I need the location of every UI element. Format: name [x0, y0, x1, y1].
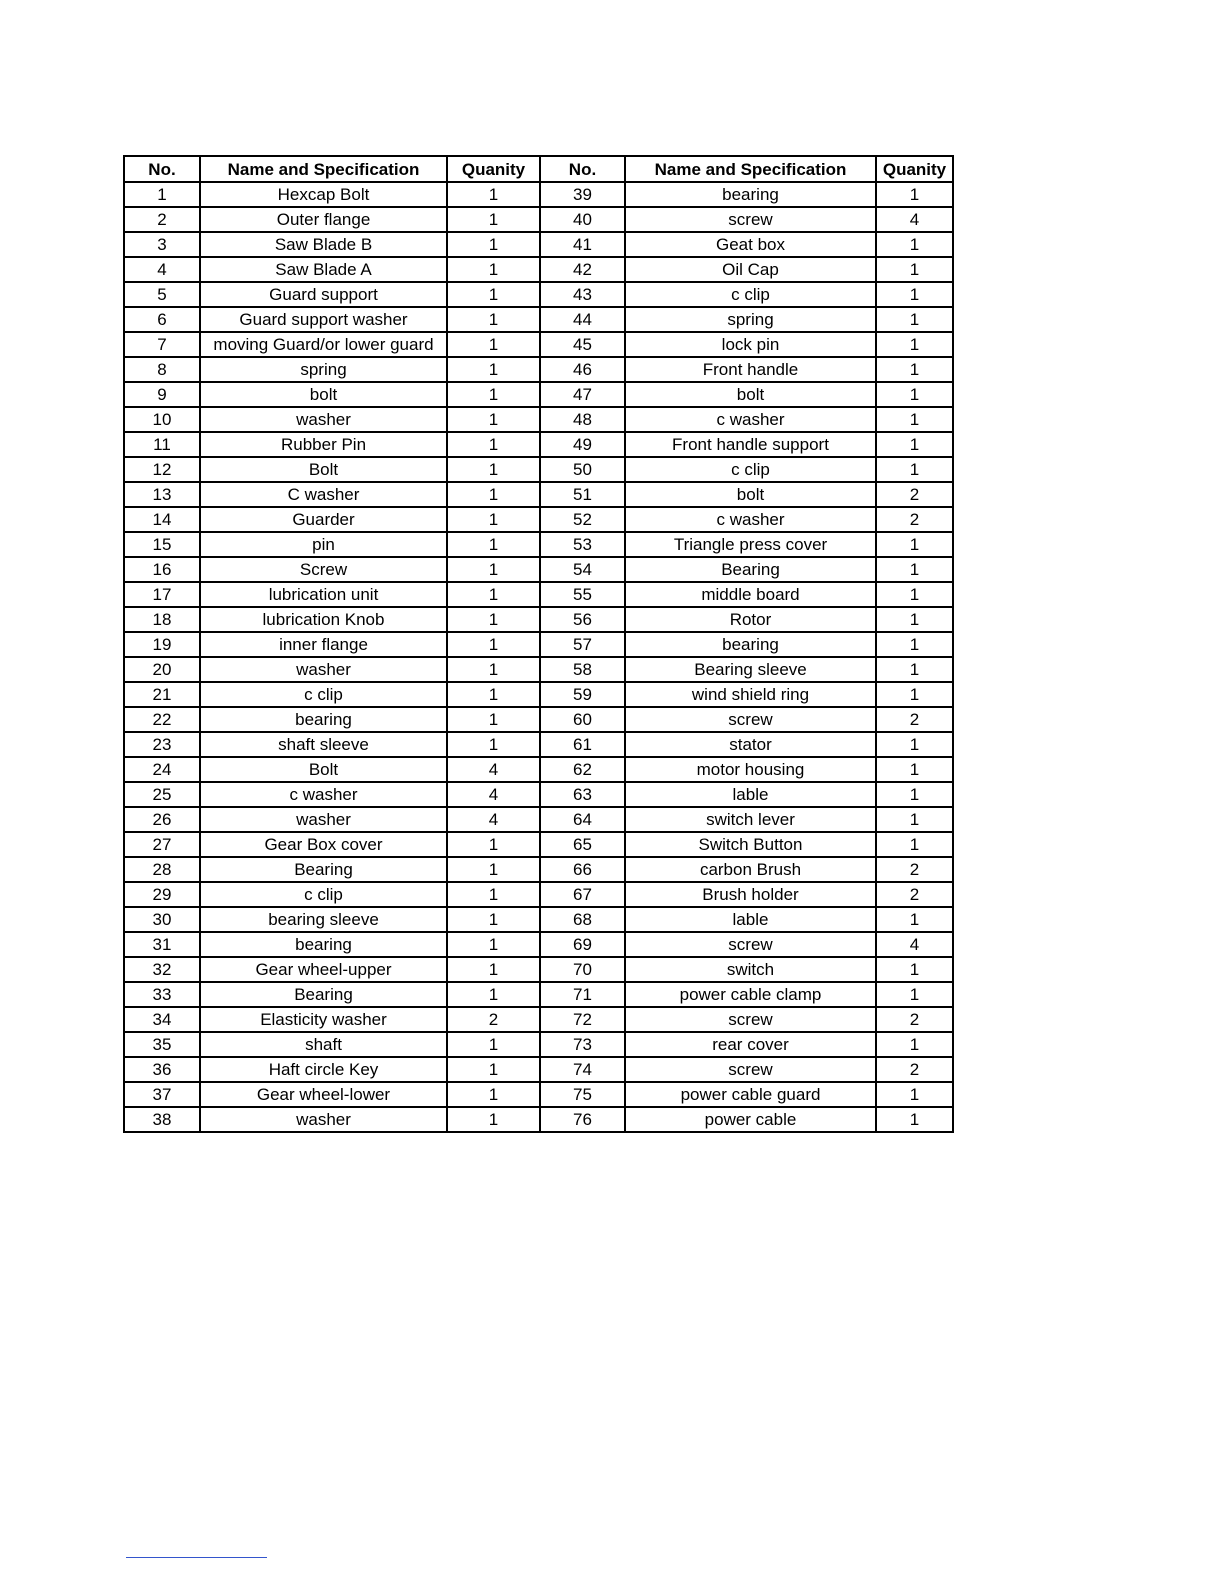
part-number-right: 69 [540, 932, 625, 957]
part-name-left: c clip [200, 882, 447, 907]
part-number-left: 6 [124, 307, 200, 332]
table-row [124, 732, 953, 757]
part-name-right: bolt [625, 482, 876, 507]
part-number-left: 19 [124, 632, 200, 657]
part-name-right: rear cover [625, 1032, 876, 1057]
part-name-right: screw [625, 932, 876, 957]
table-row [124, 407, 953, 432]
part-quantity-right: 2 [876, 1007, 953, 1032]
part-quantity-right: 1 [876, 807, 953, 832]
part-quantity-right: 1 [876, 957, 953, 982]
part-name-left: moving Guard/or lower guard [200, 332, 447, 357]
part-number-left: 35 [124, 1032, 200, 1057]
table-row [124, 957, 953, 982]
part-quantity-left: 1 [447, 207, 540, 232]
part-name-right: switch lever [625, 807, 876, 832]
part-quantity-left: 1 [447, 557, 540, 582]
part-number-right: 76 [540, 1107, 625, 1132]
part-name-right: c clip [625, 457, 876, 482]
part-name-left: bearing [200, 707, 447, 732]
part-name-left: lubrication Knob [200, 607, 447, 632]
part-quantity-left: 1 [447, 857, 540, 882]
part-quantity-left: 1 [447, 1032, 540, 1057]
part-quantity-right: 1 [876, 907, 953, 932]
part-name-right: bearing [625, 632, 876, 657]
part-quantity-left: 1 [447, 882, 540, 907]
part-quantity-right: 2 [876, 482, 953, 507]
part-number-right: 61 [540, 732, 625, 757]
part-name-left: Screw [200, 557, 447, 582]
part-number-left: 1 [124, 182, 200, 207]
part-number-left: 12 [124, 457, 200, 482]
table-row [124, 257, 953, 282]
table-row [124, 1032, 953, 1057]
part-quantity-right: 1 [876, 307, 953, 332]
table-row [124, 582, 953, 607]
part-quantity-left: 1 [447, 732, 540, 757]
part-quantity-right: 1 [876, 657, 953, 682]
part-number-left: 25 [124, 782, 200, 807]
part-quantity-right: 1 [876, 1107, 953, 1132]
part-name-left: Bearing [200, 982, 447, 1007]
table-row [124, 607, 953, 632]
parts-list-table [123, 155, 954, 1133]
part-name-left: Bearing [200, 857, 447, 882]
part-name-right: c clip [625, 282, 876, 307]
part-name-right: carbon Brush [625, 857, 876, 882]
part-number-left: 14 [124, 507, 200, 532]
part-name-left: c clip [200, 682, 447, 707]
part-number-left: 17 [124, 582, 200, 607]
part-name-right: Front handle [625, 357, 876, 382]
table-header-row [124, 156, 953, 182]
part-quantity-right: 2 [876, 707, 953, 732]
part-number-right: 57 [540, 632, 625, 657]
table-row [124, 557, 953, 582]
part-name-right: Bearing [625, 557, 876, 582]
part-quantity-right: 1 [876, 257, 953, 282]
part-quantity-right: 1 [876, 757, 953, 782]
part-quantity-right: 1 [876, 732, 953, 757]
table-row [124, 1107, 953, 1132]
part-name-right: screw [625, 707, 876, 732]
part-number-left: 13 [124, 482, 200, 507]
table-row [124, 932, 953, 957]
part-number-left: 5 [124, 282, 200, 307]
part-name-left: shaft [200, 1032, 447, 1057]
part-quantity-left: 1 [447, 1082, 540, 1107]
part-number-right: 60 [540, 707, 625, 732]
part-number-left: 27 [124, 832, 200, 857]
part-name-right: c washer [625, 407, 876, 432]
part-name-left: c washer [200, 782, 447, 807]
part-number-right: 72 [540, 1007, 625, 1032]
part-quantity-right: 1 [876, 357, 953, 382]
part-number-left: 9 [124, 382, 200, 407]
part-number-left: 16 [124, 557, 200, 582]
part-name-right: spring [625, 307, 876, 332]
part-quantity-right: 2 [876, 507, 953, 532]
part-name-right: lable [625, 782, 876, 807]
part-quantity-left: 1 [447, 632, 540, 657]
part-name-left: bearing sleeve [200, 907, 447, 932]
part-quantity-right: 2 [876, 1057, 953, 1082]
part-quantity-right: 1 [876, 432, 953, 457]
part-number-left: 20 [124, 657, 200, 682]
part-name-right: bearing [625, 182, 876, 207]
part-number-left: 7 [124, 332, 200, 357]
table-row [124, 682, 953, 707]
part-name-left: pin [200, 532, 447, 557]
part-quantity-left: 1 [447, 482, 540, 507]
part-number-left: 4 [124, 257, 200, 282]
header-name-left: Name and Specification [200, 156, 447, 182]
part-name-right: switch [625, 957, 876, 982]
part-quantity-right: 2 [876, 882, 953, 907]
part-name-right: Bearing sleeve [625, 657, 876, 682]
table-row [124, 482, 953, 507]
part-name-left: shaft sleeve [200, 732, 447, 757]
table-row [124, 757, 953, 782]
table-body [124, 182, 953, 1132]
part-quantity-left: 1 [447, 607, 540, 632]
part-quantity-left: 1 [447, 432, 540, 457]
part-name-right: Geat box [625, 232, 876, 257]
part-name-right: wind shield ring [625, 682, 876, 707]
part-name-left: Guard support [200, 282, 447, 307]
table-row [124, 232, 953, 257]
part-quantity-right: 1 [876, 382, 953, 407]
part-number-right: 67 [540, 882, 625, 907]
part-name-right: motor housing [625, 757, 876, 782]
part-quantity-right: 1 [876, 582, 953, 607]
part-quantity-right: 1 [876, 607, 953, 632]
part-quantity-left: 1 [447, 932, 540, 957]
part-name-left: C washer [200, 482, 447, 507]
part-number-right: 47 [540, 382, 625, 407]
part-quantity-left: 1 [447, 1057, 540, 1082]
part-number-right: 70 [540, 957, 625, 982]
part-name-right: Brush holder [625, 882, 876, 907]
header-name-right: Name and Specification [625, 156, 876, 182]
part-quantity-right: 1 [876, 782, 953, 807]
part-number-right: 58 [540, 657, 625, 682]
part-quantity-right: 1 [876, 532, 953, 557]
table-row [124, 882, 953, 907]
part-quantity-right: 1 [876, 632, 953, 657]
part-name-left: Guarder [200, 507, 447, 532]
part-quantity-left: 1 [447, 257, 540, 282]
part-number-right: 46 [540, 357, 625, 382]
part-name-right: Switch Button [625, 832, 876, 857]
part-quantity-left: 1 [447, 657, 540, 682]
part-quantity-left: 1 [447, 907, 540, 932]
table-row [124, 1082, 953, 1107]
table-row [124, 332, 953, 357]
part-quantity-right: 1 [876, 182, 953, 207]
part-quantity-right: 1 [876, 982, 953, 1007]
part-quantity-left: 1 [447, 307, 540, 332]
part-name-right: Rotor [625, 607, 876, 632]
part-quantity-right: 1 [876, 407, 953, 432]
part-name-left: Saw Blade A [200, 257, 447, 282]
table-row [124, 657, 953, 682]
part-name-right: lock pin [625, 332, 876, 357]
table-row [124, 1057, 953, 1082]
part-name-left: Outer flange [200, 207, 447, 232]
part-number-right: 56 [540, 607, 625, 632]
part-quantity-left: 1 [447, 832, 540, 857]
part-quantity-left: 1 [447, 707, 540, 732]
part-number-left: 11 [124, 432, 200, 457]
part-quantity-left: 1 [447, 357, 540, 382]
part-number-left: 28 [124, 857, 200, 882]
table-row [124, 857, 953, 882]
table-row [124, 907, 953, 932]
part-number-right: 74 [540, 1057, 625, 1082]
table-row [124, 832, 953, 857]
table-row [124, 507, 953, 532]
part-name-left: Gear wheel-lower [200, 1082, 447, 1107]
part-number-right: 62 [540, 757, 625, 782]
part-quantity-left: 1 [447, 182, 540, 207]
part-quantity-right: 1 [876, 832, 953, 857]
part-number-right: 53 [540, 532, 625, 557]
table-row [124, 532, 953, 557]
part-name-left: bolt [200, 382, 447, 407]
part-name-left: Hexcap Bolt [200, 182, 447, 207]
part-name-left: Gear Box cover [200, 832, 447, 857]
part-name-left: washer [200, 1107, 447, 1132]
part-quantity-left: 1 [447, 682, 540, 707]
part-number-right: 49 [540, 432, 625, 457]
part-name-left: inner flange [200, 632, 447, 657]
part-number-right: 55 [540, 582, 625, 607]
part-number-left: 2 [124, 207, 200, 232]
part-quantity-left: 1 [447, 382, 540, 407]
part-name-right: power cable clamp [625, 982, 876, 1007]
part-number-left: 29 [124, 882, 200, 907]
table-row [124, 382, 953, 407]
part-number-left: 22 [124, 707, 200, 732]
part-name-right: screw [625, 1007, 876, 1032]
part-name-left: washer [200, 807, 447, 832]
part-number-right: 48 [540, 407, 625, 432]
part-number-left: 24 [124, 757, 200, 782]
part-name-right: bolt [625, 382, 876, 407]
part-number-right: 64 [540, 807, 625, 832]
part-number-right: 52 [540, 507, 625, 532]
part-name-left: Elasticity washer [200, 1007, 447, 1032]
part-number-left: 31 [124, 932, 200, 957]
part-number-left: 18 [124, 607, 200, 632]
part-name-left: Guard support washer [200, 307, 447, 332]
part-number-left: 33 [124, 982, 200, 1007]
part-number-left: 8 [124, 357, 200, 382]
part-name-right: screw [625, 1057, 876, 1082]
part-quantity-right: 4 [876, 932, 953, 957]
part-number-right: 66 [540, 857, 625, 882]
part-name-right: power cable guard [625, 1082, 876, 1107]
part-number-left: 36 [124, 1057, 200, 1082]
part-quantity-left: 1 [447, 407, 540, 432]
part-name-right: screw [625, 207, 876, 232]
part-number-right: 65 [540, 832, 625, 857]
part-quantity-right: 1 [876, 1032, 953, 1057]
table-row [124, 782, 953, 807]
table-row [124, 807, 953, 832]
part-number-right: 59 [540, 682, 625, 707]
table-row [124, 982, 953, 1007]
part-quantity-left: 1 [447, 507, 540, 532]
footnote-rule [126, 1557, 267, 1558]
part-number-right: 68 [540, 907, 625, 932]
part-quantity-left: 1 [447, 532, 540, 557]
part-number-right: 73 [540, 1032, 625, 1057]
part-number-right: 51 [540, 482, 625, 507]
part-number-left: 26 [124, 807, 200, 832]
part-number-right: 41 [540, 232, 625, 257]
part-quantity-left: 1 [447, 582, 540, 607]
part-quantity-right: 1 [876, 1082, 953, 1107]
part-number-right: 75 [540, 1082, 625, 1107]
table-row [124, 457, 953, 482]
table-row [124, 707, 953, 732]
part-quantity-left: 4 [447, 782, 540, 807]
part-quantity-right: 1 [876, 457, 953, 482]
part-name-left: washer [200, 657, 447, 682]
part-name-left: spring [200, 357, 447, 382]
table-row [124, 182, 953, 207]
part-number-right: 42 [540, 257, 625, 282]
part-name-left: Bolt [200, 757, 447, 782]
part-number-right: 63 [540, 782, 625, 807]
part-number-right: 71 [540, 982, 625, 1007]
table-row [124, 357, 953, 382]
part-number-left: 3 [124, 232, 200, 257]
part-quantity-left: 1 [447, 957, 540, 982]
table-row [124, 632, 953, 657]
part-quantity-left: 1 [447, 982, 540, 1007]
part-number-left: 32 [124, 957, 200, 982]
part-number-left: 38 [124, 1107, 200, 1132]
part-name-right: Oil Cap [625, 257, 876, 282]
part-quantity-right: 1 [876, 557, 953, 582]
part-name-left: Bolt [200, 457, 447, 482]
part-name-left: bearing [200, 932, 447, 957]
part-quantity-left: 1 [447, 282, 540, 307]
part-quantity-left: 4 [447, 807, 540, 832]
header-quantity-left: Quanity [447, 156, 540, 182]
part-quantity-right: 4 [876, 207, 953, 232]
part-number-left: 23 [124, 732, 200, 757]
part-name-right: stator [625, 732, 876, 757]
part-number-left: 30 [124, 907, 200, 932]
part-name-right: Front handle support [625, 432, 876, 457]
part-number-right: 39 [540, 182, 625, 207]
part-number-right: 40 [540, 207, 625, 232]
part-number-left: 21 [124, 682, 200, 707]
part-name-left: lubrication unit [200, 582, 447, 607]
part-name-left: Haft circle Key [200, 1057, 447, 1082]
part-number-left: 10 [124, 407, 200, 432]
table-row [124, 307, 953, 332]
part-quantity-right: 1 [876, 282, 953, 307]
part-quantity-right: 1 [876, 332, 953, 357]
part-quantity-left: 1 [447, 457, 540, 482]
part-quantity-right: 2 [876, 857, 953, 882]
part-number-left: 37 [124, 1082, 200, 1107]
part-quantity-left: 1 [447, 232, 540, 257]
part-quantity-right: 1 [876, 682, 953, 707]
table-row [124, 432, 953, 457]
part-name-left: Gear wheel-upper [200, 957, 447, 982]
table-row [124, 207, 953, 232]
part-quantity-left: 4 [447, 757, 540, 782]
part-number-left: 34 [124, 1007, 200, 1032]
part-number-right: 44 [540, 307, 625, 332]
part-name-right: middle board [625, 582, 876, 607]
part-name-right: c washer [625, 507, 876, 532]
part-name-right: lable [625, 907, 876, 932]
header-quantity-right: Quanity [876, 156, 953, 182]
part-number-right: 45 [540, 332, 625, 357]
header-no-right: No. [540, 156, 625, 182]
part-quantity-left: 1 [447, 1107, 540, 1132]
part-quantity-right: 1 [876, 232, 953, 257]
part-name-left: Saw Blade B [200, 232, 447, 257]
header-no-left: No. [124, 156, 200, 182]
part-name-left: washer [200, 407, 447, 432]
table-row [124, 282, 953, 307]
part-name-right: power cable [625, 1107, 876, 1132]
part-name-right: Triangle press cover [625, 532, 876, 557]
part-quantity-left: 1 [447, 332, 540, 357]
part-number-left: 15 [124, 532, 200, 557]
part-name-left: Rubber Pin [200, 432, 447, 457]
table-row [124, 1007, 953, 1032]
part-number-right: 50 [540, 457, 625, 482]
part-number-right: 43 [540, 282, 625, 307]
part-number-right: 54 [540, 557, 625, 582]
part-quantity-left: 2 [447, 1007, 540, 1032]
